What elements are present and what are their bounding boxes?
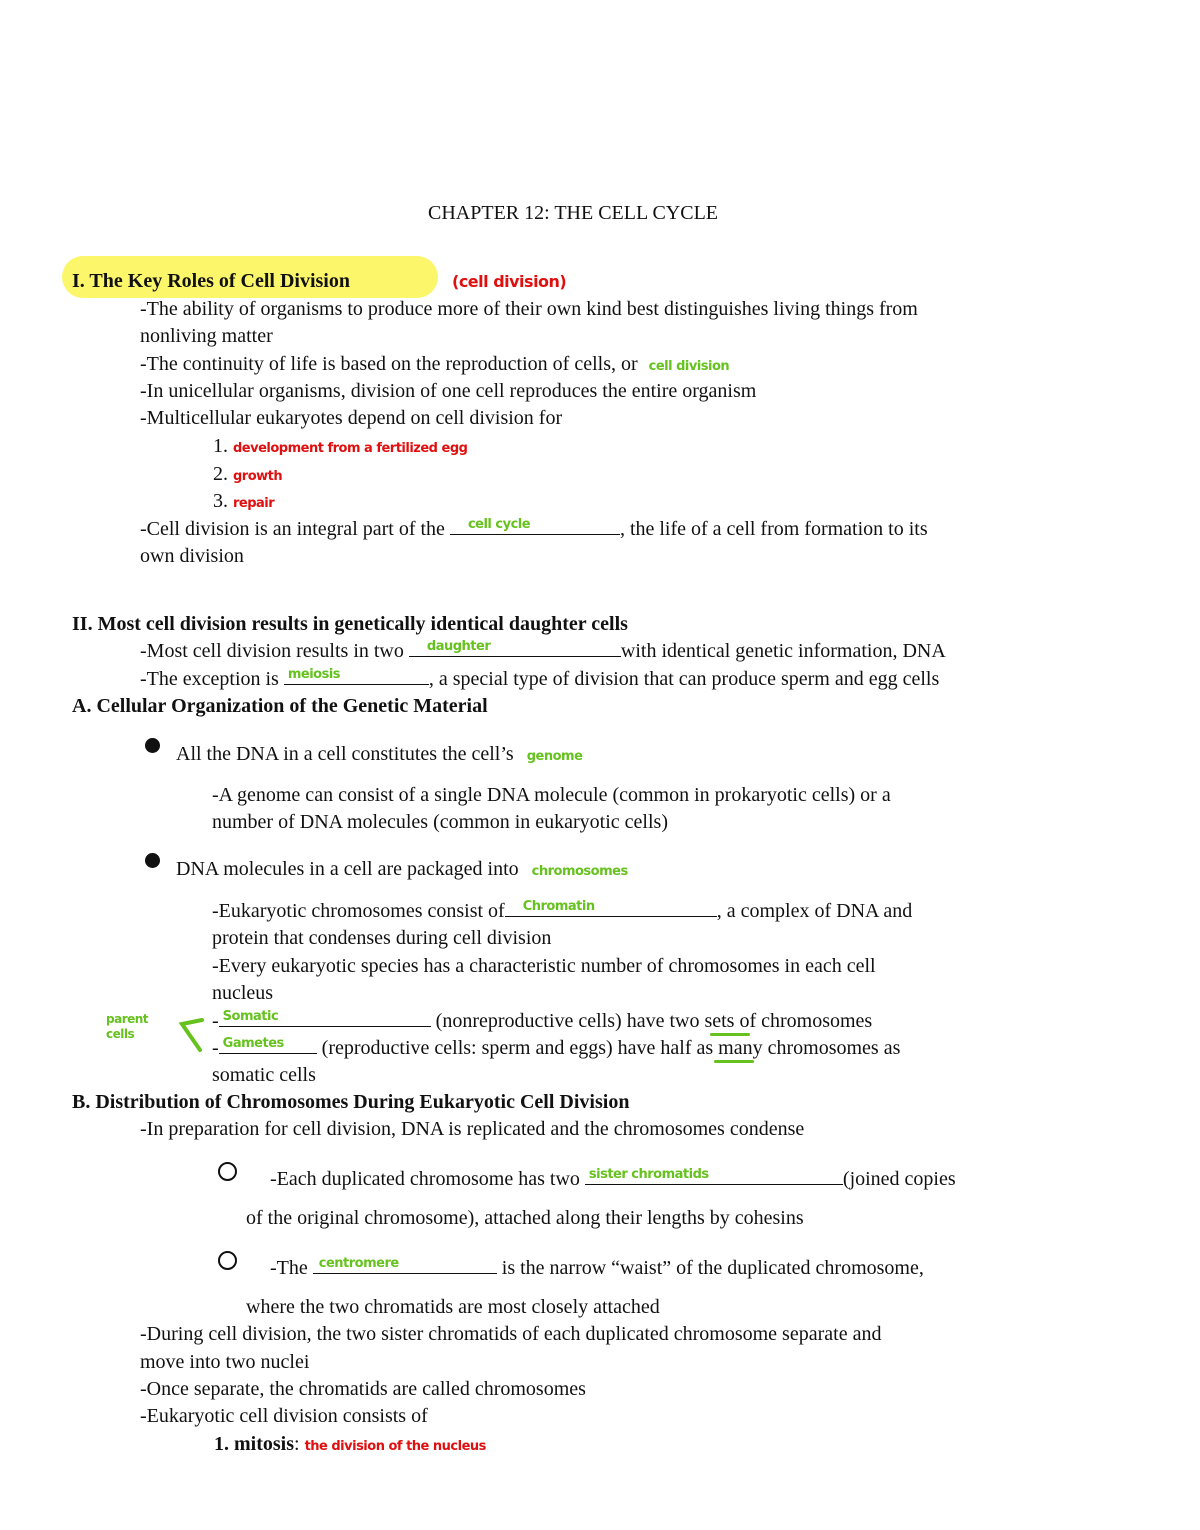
fill-growth: growth (233, 469, 283, 484)
b-paragraph-1: -In preparation for cell division, DNA is replicated and the chromosomes condense (140, 1118, 805, 1140)
b-paragraph-2b: of the original chromosome), attached along their lengths by cohesins (246, 1207, 804, 1229)
b3-pre: -The (270, 1257, 308, 1279)
list-number: 2. (213, 463, 228, 485)
fill-somatic: Somatic (222, 1009, 279, 1024)
a-paragraph-7 (212, 1035, 900, 1062)
circle-bullet-icon (218, 1251, 237, 1278)
blank-centromere (313, 1255, 497, 1274)
s2-paragraph-1 (140, 638, 946, 665)
a-paragraph-5b: nucleus (212, 982, 274, 1004)
a-paragraph-4 (212, 898, 912, 925)
s2-p1-pre: -Most cell division results in two (140, 640, 404, 662)
blank-daughter (409, 638, 621, 657)
blank-sister-chromatids (585, 1166, 843, 1185)
fill-cell-division: cell division (648, 359, 730, 374)
a-paragraph-4b: protein that condenses during cell division (212, 927, 552, 949)
s1-paragraph-1b: nonliving matter (140, 325, 273, 347)
fill-chromatin: Chromatin (522, 899, 595, 914)
fill-daughter: daughter (426, 639, 491, 654)
subsection-b-heading: B. Distribution of Chromosomes During Eukaryotic Cell Division (72, 1091, 630, 1113)
b-paragraph-2 (270, 1166, 956, 1193)
b-paragraph-6: -Eukaryotic cell division consists of (140, 1405, 428, 1427)
a-bullet-2 (176, 856, 628, 885)
b3-post: is the narrow “waist” of the duplicated chromosome, (501, 1257, 924, 1279)
fill-repair: repair (233, 496, 275, 511)
list-number: 1. (213, 435, 228, 457)
list-item-3 (213, 488, 274, 517)
b-list-item-mitosis: 1. mitosis: the division of the nucleus (214, 1433, 486, 1455)
a-paragraph-5a: -Every eukaryotic species has a characteristic number of chromosomes in each cell (212, 955, 876, 977)
blank-chromatin (505, 898, 717, 917)
underline-half (714, 1060, 754, 1063)
a-bullet-1 (176, 741, 582, 770)
handwritten-note-cell-division: (cell division) (452, 272, 567, 291)
a-paragraph-7b: somatic cells (212, 1064, 316, 1086)
margin-note-parent-cells: parent cells (106, 1012, 149, 1041)
s1-p5-post: , the life of a cell from formation to its (619, 518, 928, 540)
section-2-heading: II. Most cell division results in genetically identical daughter cells (72, 613, 628, 635)
b-paragraph-5: -Once separate, the chromatids are called chromosomes (140, 1378, 586, 1400)
b-paragraph-3b: where the two chromatids are most closely attached (246, 1296, 660, 1318)
b-paragraph-4b: move into two nuclei (140, 1351, 310, 1373)
b2-pre: -Each duplicated chromosome has two (270, 1168, 580, 1190)
mitosis-label: 1. mitosis (214, 1433, 294, 1455)
fill-meiosis: meiosis (287, 667, 341, 682)
fill-centromere: centromere (318, 1256, 399, 1271)
bracket-icon (176, 1012, 212, 1062)
a4-post: , a complex of DNA and (716, 900, 913, 922)
blank-somatic (219, 1008, 431, 1027)
list-number: 3. (213, 490, 228, 512)
s1-paragraph-1a: -The ability of organisms to produce more of their own kind best distinguishes living things from (140, 298, 918, 320)
fill-cell-cycle: cell cycle (467, 517, 531, 532)
page-title: CHAPTER 12: THE CELL CYCLE (428, 202, 718, 224)
fill-division-of-nucleus: the division of the nucleus (304, 1439, 486, 1454)
a-paragraph-6 (212, 1008, 872, 1035)
s1-paragraph-5 (140, 516, 928, 543)
a6-post: (nonreproductive cells) have two sets of chromosomes (435, 1010, 873, 1032)
a6-pre: - (212, 1010, 219, 1032)
blank-cell-cycle (450, 516, 620, 535)
blank-meiosis (284, 666, 429, 685)
list-item-2 (213, 461, 282, 490)
section-1-heading: I. The Key Roles of Cell Division (72, 270, 350, 292)
a3-text: DNA molecules in a cell are packaged into (176, 858, 519, 880)
fill-development: development from a fertilized egg (233, 441, 468, 456)
s1-paragraph-5b: own division (140, 545, 244, 567)
b-paragraph-3 (270, 1255, 924, 1282)
blank-gametes (219, 1035, 317, 1054)
s1-paragraph-2-text: -The continuity of life is based on the reproduction of cells, or (140, 353, 638, 375)
a-paragraph-2b: number of DNA molecules (common in eukaryotic cells) (212, 811, 668, 833)
bullet-dot-icon (145, 734, 160, 761)
b-paragraph-4a: -During cell division, the two sister chromatids of each duplicated chromosome separate and (140, 1323, 882, 1345)
b2-post: (joined copies (842, 1168, 956, 1190)
a4-pre: -Eukaryotic chromosomes consist of (212, 900, 505, 922)
s1-paragraph-4: -Multicellular eukaryotes depend on cell division for (140, 407, 563, 429)
s2-p1-post: with identical genetic information, DNA (620, 640, 946, 662)
subsection-a-heading: A. Cellular Organization of the Genetic Material (72, 695, 488, 717)
s2-p2-pre: -The exception is (140, 668, 279, 690)
s2-p2-post: , a special type of division that can produce sperm and egg cells (428, 668, 940, 690)
s1-paragraph-2 (140, 351, 729, 380)
a1-text: All the DNA in a cell constitutes the cell’s (176, 743, 514, 765)
a-paragraph-2a: -A genome can consist of a single DNA molecule (common in prokaryotic cells) or a (212, 784, 891, 806)
fill-sister-chromatids: sister chromatids (588, 1167, 709, 1182)
s1-p5-pre: -Cell division is an integral part of the (140, 518, 445, 540)
a7-pre: - (212, 1037, 219, 1059)
list-item-1 (213, 433, 467, 462)
s2-paragraph-2 (140, 666, 939, 693)
fill-genome: genome (526, 749, 583, 764)
fill-gametes: Gametes (222, 1036, 284, 1051)
circle-bullet-icon (218, 1162, 237, 1189)
bullet-dot-icon (145, 849, 160, 876)
a7-post: (reproductive cells: sperm and eggs) have half as many chromosomes as (321, 1037, 901, 1059)
s1-paragraph-3: -In unicellular organisms, division of one cell reproduces the entire organism (140, 380, 757, 402)
fill-chromosomes: chromosomes (531, 864, 628, 879)
